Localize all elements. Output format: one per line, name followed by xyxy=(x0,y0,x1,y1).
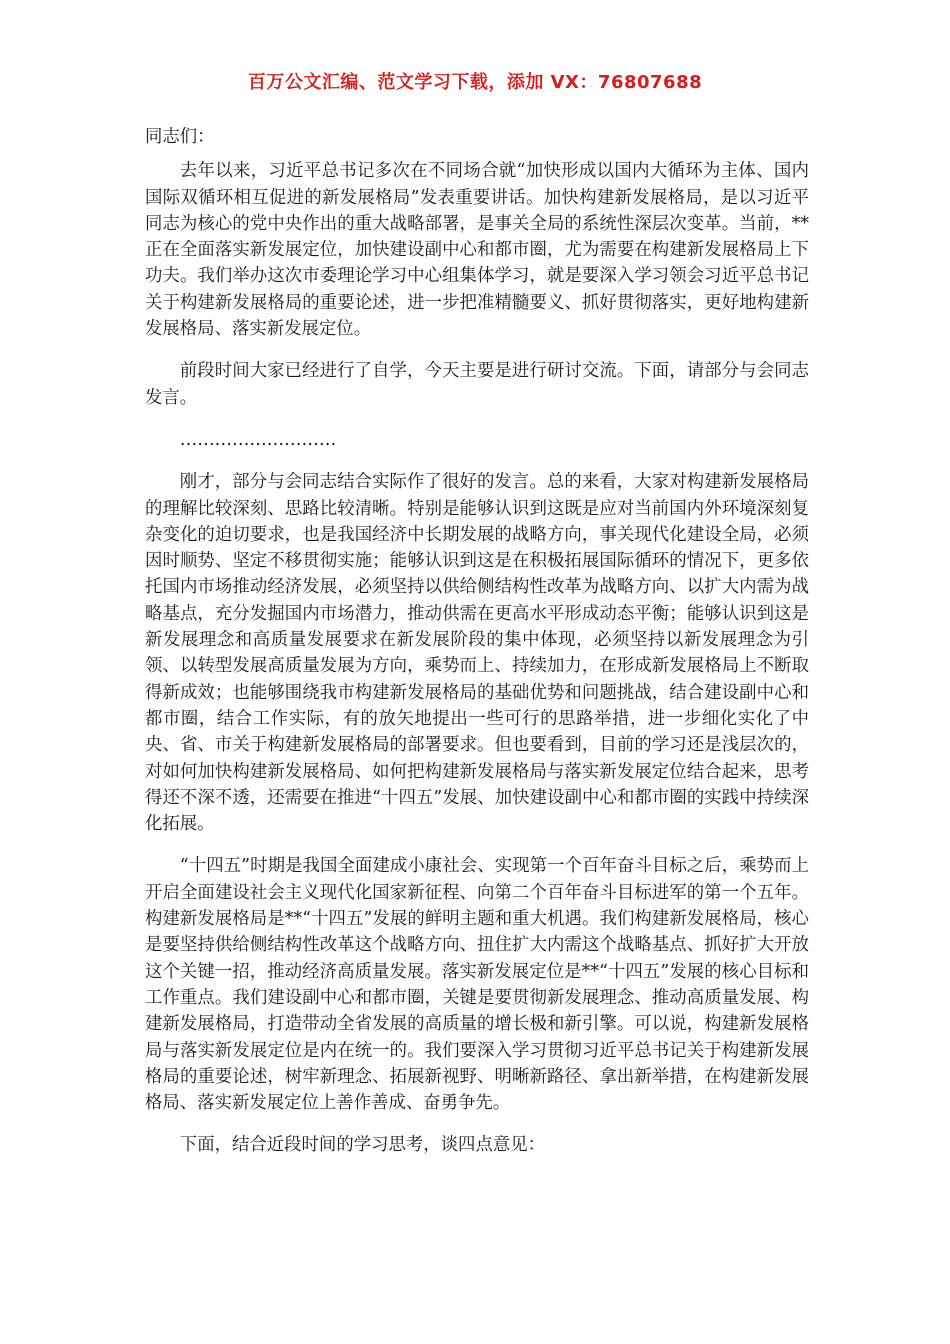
paragraph-four-points: 下面，结合近段时间的学习思考，谈四点意见： xyxy=(179,1135,546,1156)
document-body xyxy=(145,124,809,1175)
paragraph-intro: 去年以来，习近平总书记多次在不同场合就“加快形成以国内大循环为主体、国内国际双循环相互促进的新发展格局”发表重要讲话。加快构建新发展格局，是以习近平同志为核心的党中央作出的重大战略部署，是事关全局的系统性深层次变革。当前，**正在全面落实新发展定位，加快建设副中心和都市圈，尤为需要在构建新发展格局上下功夫。我们举办这次市委理论学习中心组集体学习，就是要深入学习领会习近平总书记关于构建新发展格局的重要论述，进一步把准精髓要义、抓好贯彻落实，更好地构建新发展格局、落实新发展定位。 xyxy=(145,161,809,340)
paragraph-discussion: 前段时间大家已经进行了自学，今天主要是进行研讨交流。下面，请部分与会同志发言。 xyxy=(145,361,809,408)
salutation: 同志们： xyxy=(145,127,215,147)
paragraph-fourteenth-five-year: “十四五”时期是我国全面建成小康社会、实现第一个百年奋斗目标之后，乘势而上开启全面建设社会主义现代化国家新征程、向第二个百年奋斗目标进军的第一个五年。构建新发展格局是**“十四五”发展的鲜明主题和重大机遇。我们构建新发展格局，核心是要坚持供给侧结构性改革这个战略方向、扭住扩大内需这个战略基点、抓好扩大开放这个关键一招，推动经济高质量发展。落实新发展定位是**“十四五”发展的核心目标和工作重点。我们建设副中心和都市圈，关键是要贯彻新发展理念、推动高质量发展、构建新发展格局，打造带动全省发展的高质量的增长极和新引擎。可以说，构建新发展格局与落实新发展定位是内在统一的。我们要深入学习贯彻习近平总书记关于构建新发展格局的重要论述，树牢新理念、拓展新视野、明晰新路径、拿出新举措，在构建新发展格局、落实新发展定位上善作善成、奋勇争先。 xyxy=(145,856,809,1114)
ellipsis-separator: ……………………… xyxy=(179,429,337,450)
paragraph-summary: 刚才，部分与会同志结合实际作了很好的发言。总的来看，大家对构建新发展格局的理解比较深刻、思路比较清晰。特别是能够认识到这既是应对当前国内外环境深刻复杂变化的迫切要求，也是我国经济中长期发展的战略方向，事关现代化建设全局，必须因时顺势、坚定不移贯彻实施；能够认识到这是在积极拓展国际循环的情况下，更多依托国内市场推动经济发展，必须坚持以供给侧结构性改革为战略方向、以扩大内需为战略基点，充分发掘国内市场潜力，推动供需在更高水平形成动态平衡；能够认识到这是新发展理念和高质量发展要求在新发展阶段的集中体现，必须坚持以新发展理念为引领、以转型发展高质量发展为方向，乘势而上、持续加力，在形成新发展格局上不断取得新成效；也能够围绕我市构建新发展格局的基础优势和问题挑战，结合建设副中心和都市圈，结合工作实际，有的放矢地提出一些可行的思路举措，进一步细化实化了中央、省、市关于构建新发展格局的部署要求。但也要看到，目前的学习还是浅层次的，对如何加快构建新发展格局、如何把构建新发展格局与落实新发展定位结合起来，思考得还不深不透，还需要在推进“十四五”发展、加快建设副中心和都市圈的实践中持续深化拓展。 xyxy=(145,472,809,835)
header-banner: 百万公文汇编、范文学习下载，添加 VX：76807688 xyxy=(247,72,703,93)
